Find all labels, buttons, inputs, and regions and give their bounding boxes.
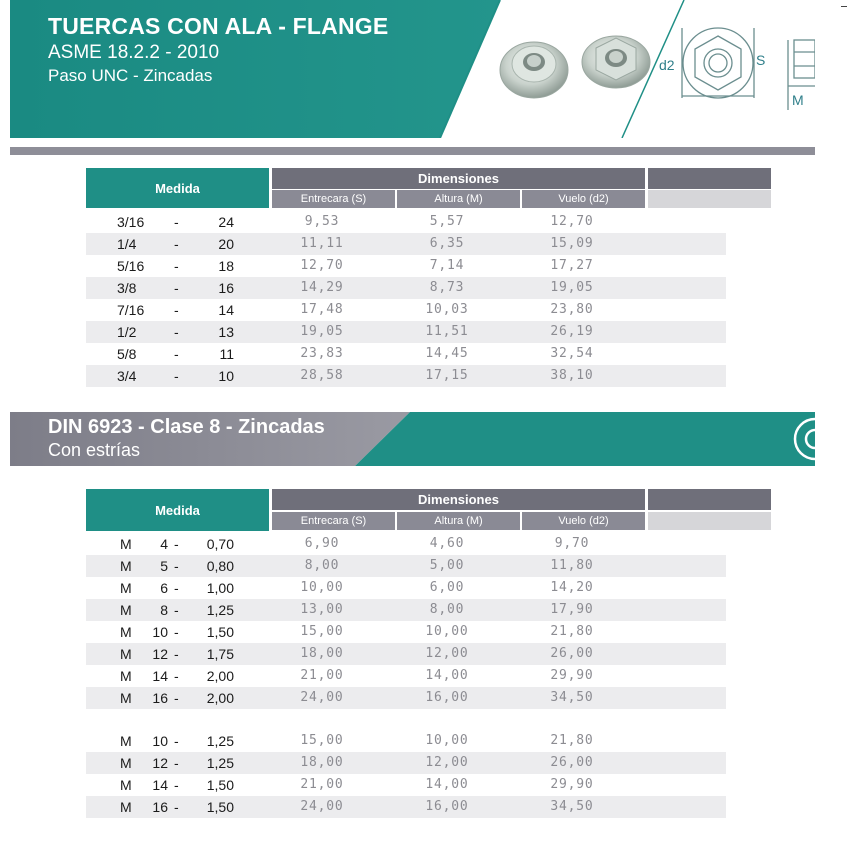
size-dash: - — [174, 799, 179, 815]
table-row — [86, 796, 726, 818]
metric-diameter: 16 — [152, 690, 168, 706]
entrecara-value: 21,00 — [300, 777, 344, 792]
vuelo-value: 17,27 — [550, 258, 594, 273]
vuelo-value: 9,70 — [554, 536, 590, 551]
size-dash: - — [174, 302, 179, 318]
threads-per-inch: 13 — [218, 324, 234, 340]
threads-per-inch: 18 — [218, 258, 234, 274]
size-fraction: 1/4 — [117, 236, 137, 252]
altura-value: 16,00 — [425, 690, 469, 705]
table-row — [86, 211, 726, 233]
altura-value: 7,14 — [429, 258, 465, 273]
altura-value: 8,73 — [429, 280, 465, 295]
table-row — [86, 774, 726, 796]
metric-prefix: M — [120, 558, 132, 574]
header-dimensiones: Dimensiones — [272, 168, 645, 189]
vuelo-value: 26,00 — [550, 646, 594, 661]
table-row — [86, 255, 726, 277]
entrecara-value: 9,53 — [304, 214, 340, 229]
entrecara-value: 28,58 — [300, 368, 344, 383]
header-blank — [648, 489, 771, 510]
metric-prefix: M — [120, 733, 132, 749]
table-row — [86, 299, 726, 321]
entrecara-value: 23,83 — [300, 346, 344, 361]
header-blank-sub — [648, 512, 771, 530]
table-row — [86, 321, 726, 343]
metric-prefix: M — [120, 646, 132, 662]
size-dash: - — [174, 536, 179, 552]
altura-value: 10,00 — [425, 733, 469, 748]
size-dash: - — [174, 236, 179, 252]
size-dash: - — [174, 733, 179, 749]
header-vuelo: Vuelo (d2) — [522, 190, 645, 208]
entrecara-value: 6,90 — [304, 536, 340, 551]
metric-diameter: 5 — [160, 558, 168, 574]
table-row — [86, 621, 726, 643]
altura-value: 4,60 — [429, 536, 465, 551]
diagram-label-m: M — [792, 92, 804, 108]
table-row — [86, 643, 726, 665]
vuelo-value: 23,80 — [550, 302, 594, 317]
header-blank-sub — [648, 190, 771, 208]
metric-diameter: 12 — [152, 646, 168, 662]
size-dash: - — [174, 346, 179, 362]
metric-prefix: M — [120, 624, 132, 640]
size-dash: - — [174, 280, 179, 296]
size-dash: - — [174, 580, 179, 596]
thread-pitch: 1,25 — [206, 733, 234, 749]
metric-diameter: 16 — [152, 799, 168, 815]
metric-diameter: 14 — [152, 668, 168, 684]
vuelo-value: 34,50 — [550, 799, 594, 814]
altura-value: 10,00 — [425, 624, 469, 639]
vuelo-value: 19,05 — [550, 280, 594, 295]
vuelo-value: 38,10 — [550, 368, 594, 383]
header-entrecara: Entrecara (S) — [272, 190, 395, 208]
threads-per-inch: 20 — [218, 236, 234, 252]
size-dash: - — [174, 690, 179, 706]
altura-value: 10,03 — [425, 302, 469, 317]
size-dash: - — [174, 258, 179, 274]
threads-per-inch: 11 — [219, 346, 234, 362]
size-dash: - — [174, 214, 179, 230]
metric-prefix: M — [120, 580, 132, 596]
altura-value: 5,57 — [429, 214, 465, 229]
thread-pitch: 1,00 — [206, 580, 234, 596]
size-dash: - — [174, 324, 179, 340]
vuelo-value: 21,80 — [550, 624, 594, 639]
altura-value: 12,00 — [425, 755, 469, 770]
size-dash: - — [174, 368, 179, 384]
metric-diameter: 12 — [152, 755, 168, 771]
vuelo-value: 32,54 — [550, 346, 594, 361]
size-fraction: 5/16 — [117, 258, 145, 274]
table-row — [86, 665, 726, 687]
header-blank — [648, 168, 771, 189]
metric-diameter: 6 — [160, 580, 168, 596]
metric-prefix: M — [120, 602, 132, 618]
vuelo-value: 34,50 — [550, 690, 594, 705]
entrecara-value: 17,48 — [300, 302, 344, 317]
size-fraction: 5/8 — [117, 346, 137, 362]
header-medida: Medida — [86, 489, 269, 531]
size-dash: - — [174, 755, 179, 771]
altura-value: 6,35 — [429, 236, 465, 251]
altura-value: 12,00 — [425, 646, 469, 661]
flange-nut-image — [582, 36, 650, 88]
flange-nut-serrated-image — [500, 42, 568, 98]
vuelo-value: 21,80 — [550, 733, 594, 748]
thread-pitch: 1,25 — [206, 602, 234, 618]
metric-diameter: 10 — [152, 733, 168, 749]
metric-prefix: M — [120, 668, 132, 684]
metric-diameter: 4 — [160, 536, 168, 552]
metric-prefix: M — [120, 777, 132, 793]
table-row — [86, 277, 726, 299]
entrecara-value: 15,00 — [300, 624, 344, 639]
table-row — [86, 343, 726, 365]
din-title: DIN 6923 - Clase 8 - Zincadas — [48, 416, 325, 438]
altura-value: 17,15 — [425, 368, 469, 383]
threads-per-inch: 14 — [218, 302, 234, 318]
entrecara-value: 24,00 — [300, 799, 344, 814]
vuelo-value: 26,00 — [550, 755, 594, 770]
metric-prefix: M — [120, 690, 132, 706]
table-row — [86, 577, 726, 599]
size-dash: - — [174, 624, 179, 640]
altura-value: 14,00 — [425, 668, 469, 683]
entrecara-value: 13,00 — [300, 602, 344, 617]
header-entrecara: Entrecara (S) — [272, 512, 395, 530]
table-row — [86, 687, 726, 709]
header-altura: Altura (M) — [397, 512, 520, 530]
size-fraction: 7/16 — [117, 302, 145, 318]
size-dash: - — [174, 558, 179, 574]
metric-prefix: M — [120, 755, 132, 771]
threads-per-inch: 10 — [218, 368, 234, 384]
thread-pitch: 1,75 — [206, 646, 234, 662]
entrecara-value: 11,11 — [300, 236, 344, 251]
size-fraction: 3/16 — [117, 214, 145, 230]
threads-per-inch: 16 — [218, 280, 234, 296]
table-row — [86, 730, 726, 752]
entrecara-value: 8,00 — [304, 558, 340, 573]
entrecara-value: 19,05 — [300, 324, 344, 339]
vuelo-value: 14,20 — [550, 580, 594, 595]
altura-value: 5,00 — [429, 558, 465, 573]
entrecara-value: 14,29 — [300, 280, 344, 295]
altura-value: 8,00 — [429, 602, 465, 617]
size-fraction: 1/2 — [117, 324, 137, 340]
header-altura: Altura (M) — [397, 190, 520, 208]
entrecara-value: 18,00 — [300, 646, 344, 661]
entrecara-value: 21,00 — [300, 668, 344, 683]
edge-mark — [841, 6, 847, 7]
entrecara-value: 12,70 — [300, 258, 344, 273]
entrecara-value: 10,00 — [300, 580, 344, 595]
vuelo-value: 15,09 — [550, 236, 594, 251]
page-title: TUERCAS CON ALA - FLANGE — [48, 13, 389, 39]
standard-label: ASME 18.2.2 - 2010 — [48, 42, 220, 63]
metric-diameter: 14 — [152, 777, 168, 793]
altura-value: 14,45 — [425, 346, 469, 361]
header-dimensiones: Dimensiones — [272, 489, 645, 510]
thread-pitch: 1,50 — [206, 777, 234, 793]
table-row — [86, 555, 726, 577]
metric-diameter: 10 — [152, 624, 168, 640]
thread-pitch: 2,00 — [206, 668, 234, 684]
size-fraction: 3/8 — [117, 280, 137, 296]
vuelo-value: 29,90 — [550, 777, 594, 792]
entrecara-value: 15,00 — [300, 733, 344, 748]
metric-diameter: 8 — [160, 602, 168, 618]
vuelo-value: 26,19 — [550, 324, 594, 339]
entrecara-value: 18,00 — [300, 755, 344, 770]
size-dash: - — [174, 668, 179, 684]
thread-pitch: 1,25 — [206, 755, 234, 771]
size-fraction: 3/4 — [117, 368, 137, 384]
table-row — [86, 365, 726, 387]
thread-pitch: 0,80 — [206, 558, 234, 574]
header-vuelo: Vuelo (d2) — [522, 512, 645, 530]
altura-value: 16,00 — [425, 799, 469, 814]
thread-pitch: 2,00 — [206, 690, 234, 706]
altura-value: 11,51 — [425, 324, 469, 339]
din-subtitle: Con estrías — [48, 440, 141, 460]
vuelo-value: 11,80 — [550, 558, 594, 573]
thread-pitch: 0,70 — [206, 536, 234, 552]
diagram-label-s: S — [756, 52, 766, 68]
table-row — [86, 752, 726, 774]
altura-value: 14,00 — [425, 777, 469, 792]
size-dash: - — [174, 777, 179, 793]
thread-pitch: 1,50 — [206, 799, 234, 815]
altura-value: 6,00 — [429, 580, 465, 595]
vuelo-value: 12,70 — [550, 214, 594, 229]
size-dash: - — [174, 602, 179, 618]
diagram-label-d2: d2 — [659, 57, 675, 73]
page-subtitle: Paso UNC - Zincadas — [48, 66, 213, 85]
threads-per-inch: 24 — [218, 214, 234, 230]
table-row — [86, 233, 726, 255]
header-medida: Medida — [86, 168, 269, 208]
table-row — [86, 599, 726, 621]
metric-prefix: M — [120, 799, 132, 815]
vuelo-value: 17,90 — [550, 602, 594, 617]
size-dash: - — [174, 646, 179, 662]
vuelo-value: 29,90 — [550, 668, 594, 683]
entrecara-value: 24,00 — [300, 690, 344, 705]
thread-pitch: 1,50 — [206, 624, 234, 640]
table-row — [86, 533, 726, 555]
separator-bar — [10, 147, 815, 155]
metric-prefix: M — [120, 536, 132, 552]
